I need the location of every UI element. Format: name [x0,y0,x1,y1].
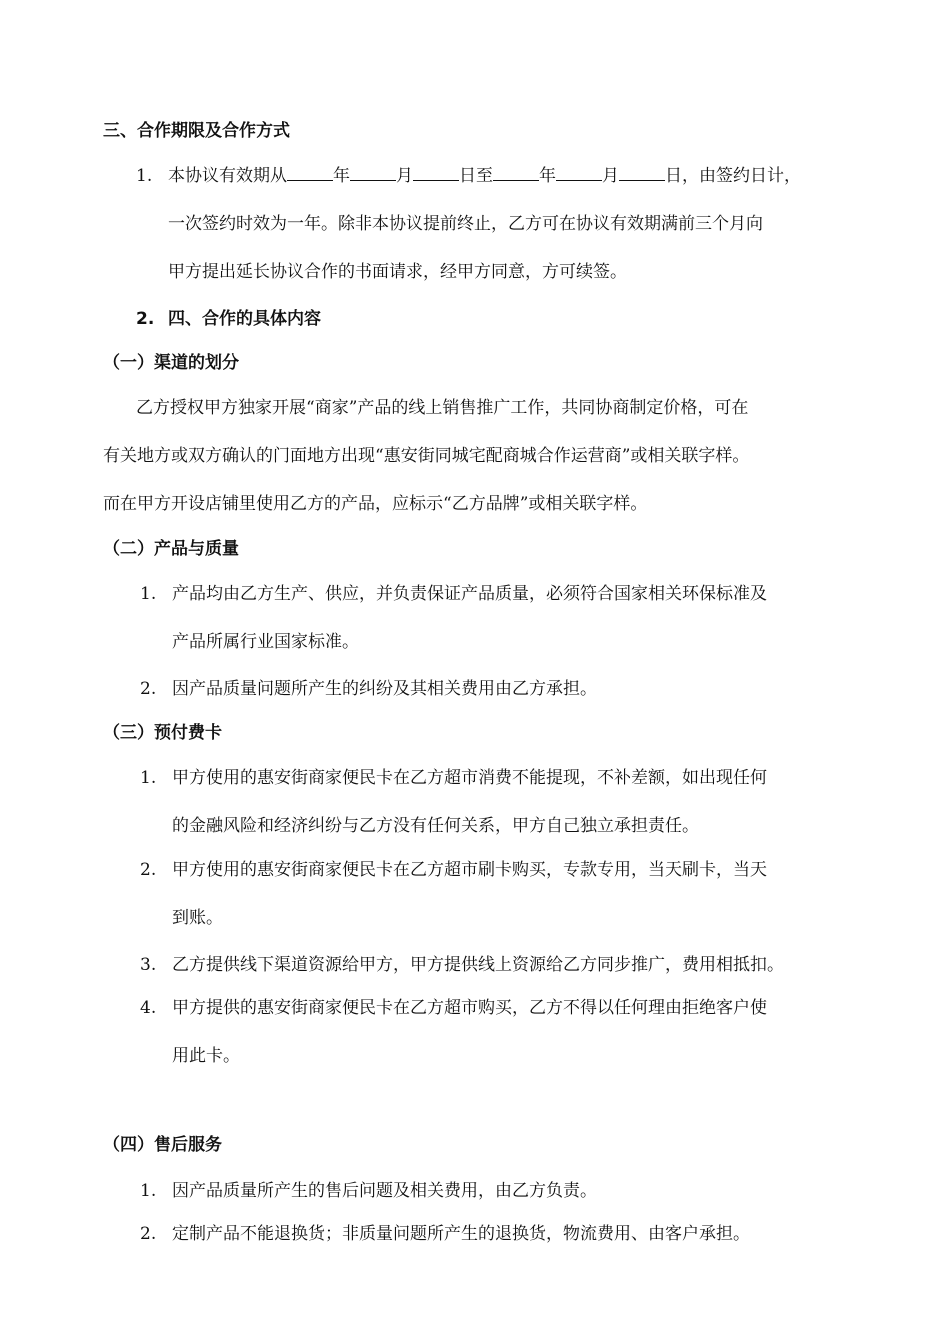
term-text: 日，由签约日计， [665,166,801,186]
blank-field [287,164,333,181]
section-heading: 三、合作期限及合作方式 [103,121,290,141]
list-number: 4. [140,998,157,1018]
section-heading: 四、合作的具体内容 [168,309,321,329]
list-item-text: 产品均由乙方生产、供应，并负责保证产品质量，必须符合国家相关环保标准及 [172,584,767,604]
term-line [168,164,801,188]
blank-field [556,164,602,181]
term-text: 年 [539,166,556,186]
blank-field [350,164,396,181]
list-number: 2. [140,679,157,699]
paragraph-line: 乙方授权甲方独家开展“商家”产品的线上销售推广工作，共同协商制定价格，可在 [136,398,749,418]
paragraph-line: 而在甲方开设店铺里使用乙方的产品，应标示“乙方品牌”或相关联字样。 [103,494,648,514]
list-item-text: 甲方提供的惠安街商家便民卡在乙方超市购买，乙方不得以任何理由拒绝客户使 [172,998,767,1018]
list-item-text: 甲方使用的惠安街商家便民卡在乙方超市刷卡购买，专款专用，当天刷卡，当天 [172,860,767,880]
list-item-text: 定制产品不能退换货；非质量问题所产生的退换货，物流费用、由客户承担。 [172,1224,750,1244]
blank-field [493,164,539,181]
subsection-heading: （二）产品与质量 [103,539,239,559]
blank-field [413,164,459,181]
term-text: 年 [333,166,350,186]
list-number: 2. [140,1224,157,1244]
list-number: 1. [140,584,157,604]
list-item-text: 用此卡。 [172,1046,240,1066]
list-item-text: 因产品质量问题所产生的纠纷及其相关费用由乙方承担。 [172,679,597,699]
list-item-text: 甲方使用的惠安街商家便民卡在乙方超市消费不能提现，不补差额，如出现任何 [172,768,767,788]
paragraph-line: 甲方提出延长协议合作的书面请求，经甲方同意，方可续签。 [168,262,627,282]
paragraph-line: 一次签约时效为一年。除非本协议提前终止，乙方可在协议有效期满前三个月向 [168,214,763,234]
list-number: 1. [140,768,157,788]
list-number: 2. [136,309,155,329]
list-number: 2. [140,860,157,880]
paragraph-line: 有关地方或双方确认的门面地方出现“惠安街同城宅配商城合作运营商”或相关联字样。 [103,446,750,466]
subsection-heading: （一）渠道的划分 [103,353,239,373]
list-number: 1. [136,166,153,186]
subsection-heading: （三）预付费卡 [103,723,222,743]
list-item-text: 产品所属行业国家标准。 [172,632,359,652]
term-text: 本协议有效期从 [168,166,287,186]
list-number: 1. [140,1181,157,1201]
subsection-heading: （四）售后服务 [103,1135,222,1155]
list-item-text: 到账。 [172,908,223,928]
list-item-text: 因产品质量所产生的售后问题及相关费用，由乙方负责。 [172,1181,597,1201]
term-text: 月 [602,166,619,186]
term-text: 日至 [459,166,493,186]
list-number: 3. [140,955,157,975]
blank-field [619,164,665,181]
list-item-text: 的金融风险和经济纠纷与乙方没有任何关系，甲方自己独立承担责任。 [172,816,699,836]
term-text: 月 [396,166,413,186]
list-item-text: 乙方提供线下渠道资源给甲方，甲方提供线上资源给乙方同步推广，费用相抵扣。 [172,955,784,975]
